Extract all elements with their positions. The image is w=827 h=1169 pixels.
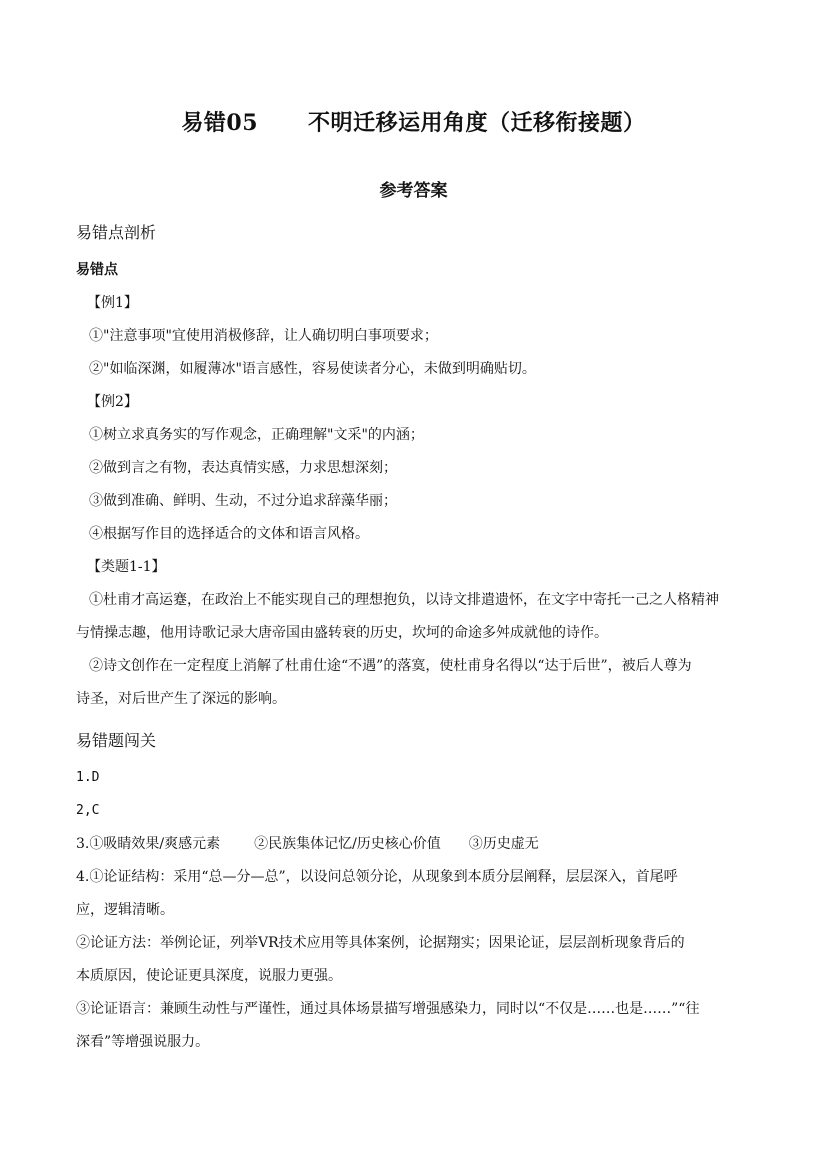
answer-4-line: 4.①论证结构：采用“总—分—总”，以设问总领分论，从现象到本质分层阐释，层层深入，首尾呼 (76, 869, 678, 885)
title-text: 不明迁移运用角度（迁移衔接题） (308, 110, 646, 136)
similar-answer-line: 诗圣，对后世产生了深远的影响。 (76, 691, 286, 707)
example-2-label: 【例2】 (87, 394, 138, 410)
example-2-item: ④根据写作目的选择适合的文体和语言风格。 (89, 526, 369, 542)
similar-answer-line: ①杜甫才高运蹇，在政治上不能实现自己的理想抱负，以诗文排遣遗怀，在文字中寄托一己之人格精神 (89, 592, 719, 608)
similar-answer-line: 与情操志趣，他用诗歌记录大唐帝国由盛转衰的历史，坎坷的命途多舛成就他的诗作。 (76, 625, 608, 641)
answer-4-line: ③论证语言：兼顾生动性与严谨性，通过具体场景描写增强感染力，同时以“不仅是……也是……”“往 (76, 1001, 700, 1017)
drills-heading: 易错题闯关 (76, 731, 157, 750)
analysis-subheading: 易错点 (76, 262, 118, 278)
answer-4-line: 本质原因，使论证更具深度，说服力更强。 (76, 968, 342, 984)
similar-question-label: 【类题1-1】 (87, 559, 166, 575)
example-1-label: 【例1】 (87, 295, 138, 311)
answer-3-part: ②民族集体记忆/历史核心价值 (254, 836, 441, 852)
answer-3-part: ①吸睛效果/爽感元素 (89, 836, 221, 852)
answer-2: 2,C (76, 803, 100, 818)
page-title (0, 106, 827, 137)
similar-answer-line: ②诗文创作在一定程度上消解了杜甫仕途“不遇”的落寞，使杜甫身名得以“达于后世”，被后人尊为 (89, 658, 692, 674)
answer-1: 1.D (76, 770, 100, 785)
answer-4-line: ②论证方法：举例论证，列举VR技术应用等具体案例，论据翔实；因果论证，层层剖析现象背后的 (76, 935, 685, 951)
answer-3-prefix: 3. (76, 836, 90, 852)
example-1-item: ①"注意事项"宜使用消极修辞，让人确切明白事项要求； (89, 328, 438, 344)
answer-3-part: ③历史虚无 (468, 836, 539, 852)
example-2-item: ①树立求真务实的写作观念，正确理解"文采"的内涵； (89, 427, 424, 443)
example-1-item: ②"如临深渊，如履薄冰"语言感性，容易使读者分心，未做到明确贴切。 (89, 361, 536, 377)
analysis-heading: 易错点剖析 (76, 223, 157, 242)
answer-3 (76, 834, 539, 854)
example-2-item: ③做到准确、鲜明、生动，不过分追求辞藻华丽； (89, 493, 397, 509)
answer-key-heading: 参考答案 (379, 181, 448, 201)
answer-4-line: 深看”等增强说服力。 (76, 1034, 210, 1050)
answer-4-line: 应，逻辑清晰。 (76, 902, 174, 918)
title-code: 易错05 (181, 110, 259, 136)
example-2-item: ②做到言之有物，表达真情实感，力求思想深刻； (89, 460, 397, 476)
